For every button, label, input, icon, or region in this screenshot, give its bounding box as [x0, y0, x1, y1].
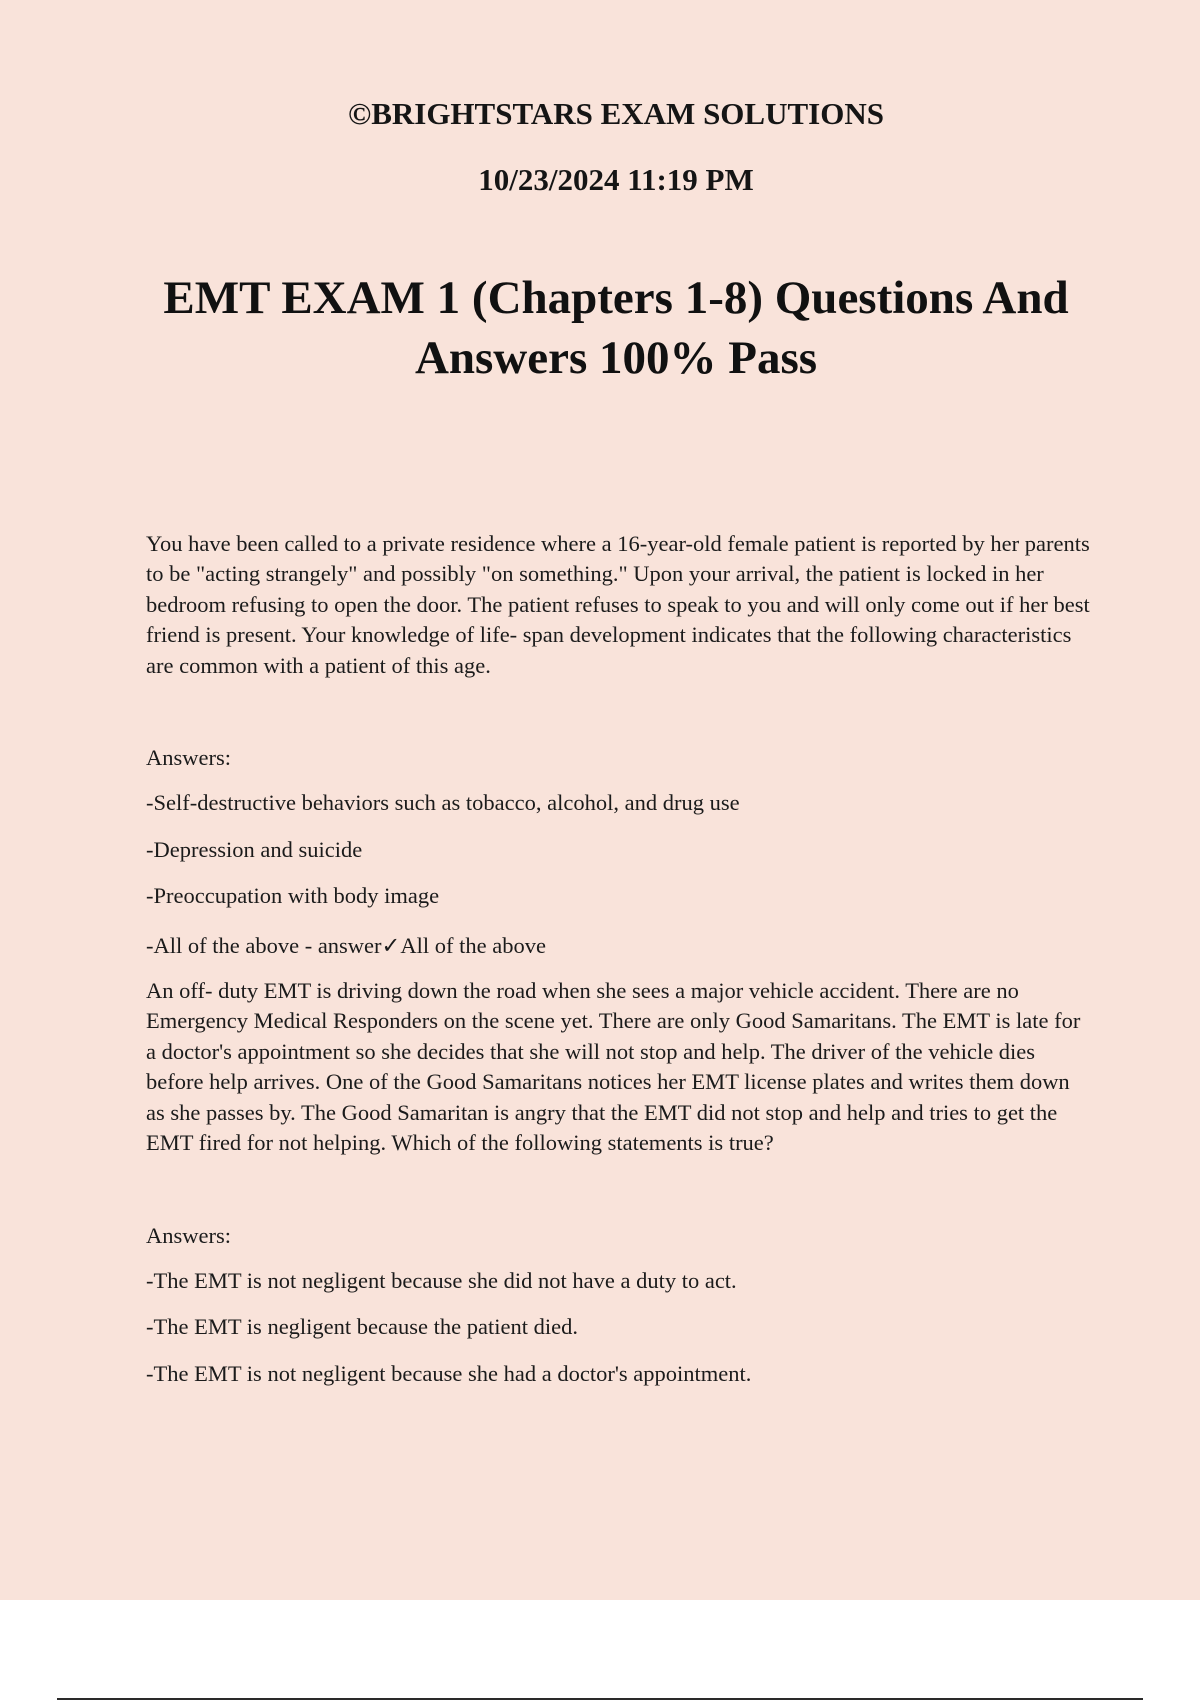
answer-option: -The EMT is not negligent because she did not have a duty to act. [146, 1267, 737, 1293]
brand-header: ©BRIGHTSTARS EXAM SOLUTIONS [348, 96, 884, 131]
question-text: An off- duty EMT is driving down the road when she sees a major vehicle accident. There are no Emergency Medical Responders on the scene yet. There are only Good Samaritans. The EMT is late for a doctor's appointment so she decides that she will not stop and help. The driver of the vehicle dies before help arrives. One of the Good Samaritans notices her EMT license plates and writes them down as she passes by. The Good Samaritan is angry that the EMT did not stop and help and tries to get the EMT fired for not helping. Which of the following statements is true? [146, 978, 1081, 1156]
answer-option: -The EMT is not negligent because she had a doctor's appointment. [146, 1360, 752, 1386]
document-title: EMT EXAM 1 (Chapters 1-8) Questions And Answers 100% Pass [163, 272, 1069, 384]
answer-option: -Preoccupation with body image [146, 883, 440, 909]
answers-label: Answers: [146, 745, 231, 771]
timestamp: 10/23/2024 11:19 PM [478, 162, 754, 197]
answer-option: -The EMT is negligent because the patient died. [146, 1314, 578, 1340]
answers-label: Answers: [146, 1222, 231, 1248]
answer-option: -Depression and suicide [146, 836, 363, 862]
question-content [146, 529, 1092, 1389]
answer-option-correct: -All of the above - answer✓All of the above [146, 932, 546, 958]
answer-option: -Self-destructive behaviors such as tobacco, alcohol, and drug use [146, 790, 740, 816]
question-text: You have been called to a private residence where a 16-year-old female patient is reported by her parents to be "acting strangely" and possibly "on something." Upon your arrival, the patient is locked in her bedroom refusing to open the door. The patient refuses to speak to you and will only come out if her best friend is present. Your knowledge of life- span development indicates that the following characteristics are common with a patient of this age. [146, 531, 1090, 678]
